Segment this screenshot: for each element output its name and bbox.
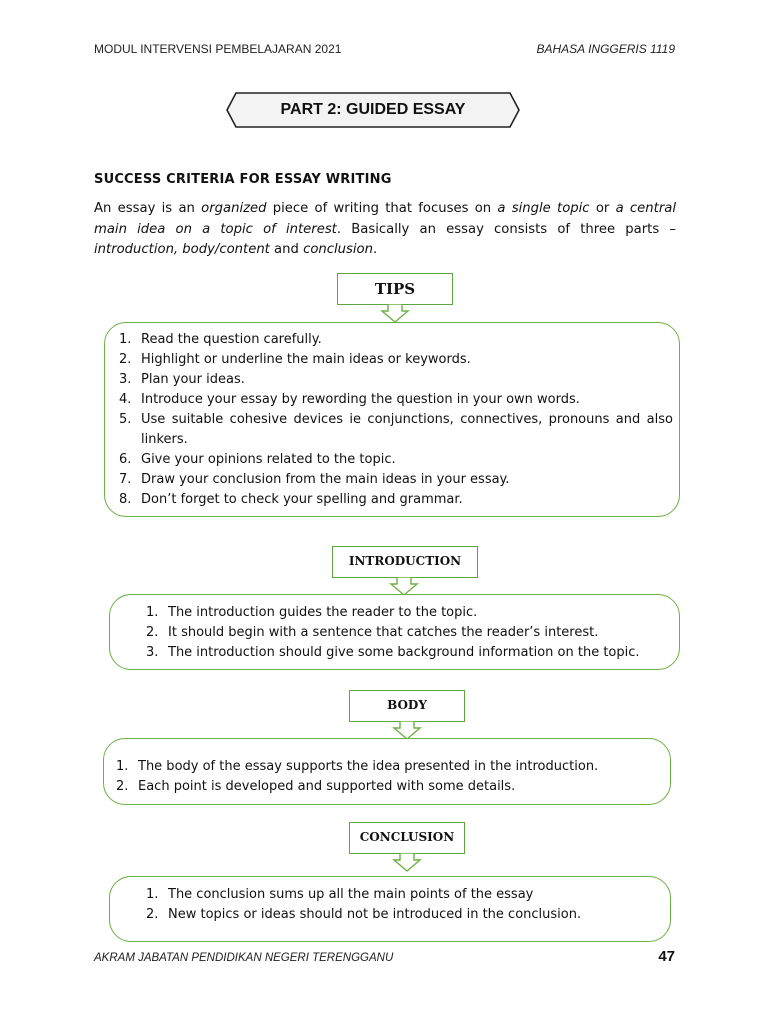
body-label-box [349,690,465,722]
introduction-box [109,594,680,670]
list-item: 2. New topics or ideas should not be introduced in the conclusion. [146,907,582,922]
page-number: 47 [658,948,675,965]
conclusion-label: CONCLUSION [359,830,455,844]
body-label: BODY [387,698,427,712]
list-item: 1. The conclusion sums up all the main points of the essay [146,887,534,902]
list-item: 1. The introduction guides the reader to the topic. [146,605,478,620]
header-module-title: MODUL INTERVENSI PEMBELAJARAN 2021 [94,42,342,56]
conclusion-list [146,885,660,925]
list-item: 6. Give your opinions related to the topic. [119,452,396,467]
section-heading: SUCCESS CRITERIA FOR ESSAY WRITING [94,172,392,187]
introduction-list [146,603,669,663]
part-title: PART 2: GUIDED ESSAY [280,101,466,118]
tips-label-box [337,273,453,305]
intro-text: An essay is an [94,201,202,216]
tips-box [104,322,680,517]
tips-label: TIPS [374,280,416,298]
intro-text: piece of writing that focuses on [266,201,498,216]
list-item: 7. Draw your conclusion from the main ideas in your essay. [119,472,510,487]
list-item: 3. The introduction should give some background information on the topic. [146,645,640,660]
intro-text: and [269,242,304,257]
footer-publisher: AKRAM JABATAN PENDIDIKAN NEGERI TERENGGANU [94,952,394,964]
body-list [116,757,660,797]
down-arrow-icon [380,304,410,323]
list-item: 2. Highlight or underline the main ideas or keywords. [119,352,471,367]
intro-emphasis: conclusion [303,242,373,257]
body-box [103,738,671,805]
intro-emphasis: introduction, body/content [94,242,270,257]
conclusion-box [109,876,671,942]
introduction-label: INTRODUCTION [348,554,462,568]
conclusion-label-box [349,822,465,854]
list-item: 1. The body of the essay supports the idea presented in the introduction. [116,759,599,774]
list-item: 5. Use suitable cohesive devices ie conjunctions, connectives, pronouns and also linkers. [119,412,673,447]
tips-list [119,330,673,510]
list-item: 2. Each point is developed and supported with some details. [116,779,516,794]
intro-emphasis: a single topic [497,201,590,216]
list-item: 1. Read the question carefully. [119,332,322,347]
list-item: 3. Plan your ideas. [119,372,245,387]
intro-text: . [372,242,378,257]
list-item: 8. Don’t forget to check your spelling and grammar. [119,492,463,507]
intro-text: or [589,201,616,216]
intro-emphasis: organized [201,201,267,216]
intro-emphasis: a central main idea on a topic of interest [94,201,676,237]
intro-paragraph [94,199,676,261]
list-item: 4. Introduce your essay by rewording the question in your own words. [119,392,580,407]
down-arrow-icon [392,853,422,872]
part-title-banner [226,92,520,128]
header-subject: BAHASA INGGERIS 1119 [536,42,675,56]
intro-text: . Basically an essay consists of three parts – [336,221,676,237]
introduction-label-box [332,546,478,578]
list-item: 2. It should begin with a sentence that catches the reader’s interest. [146,625,599,640]
